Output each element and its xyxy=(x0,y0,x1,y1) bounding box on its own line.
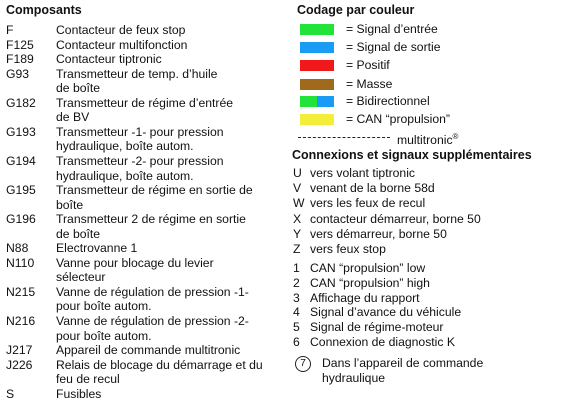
note-line-1: Dans l’appareil de commande xyxy=(322,356,484,370)
connection-letter-code: W xyxy=(293,196,305,211)
connection-number-code: 5 xyxy=(293,320,300,335)
bidirectional-swatch-blue xyxy=(317,96,334,107)
component-description: Transmetteur de régime en sortie de xyxy=(56,183,253,198)
component-description: Transmetteur de régime d’entrée xyxy=(56,95,234,110)
component-description: pour boîte autom. xyxy=(56,299,152,314)
component-code: F xyxy=(6,23,14,37)
connection-number-code: 4 xyxy=(293,305,300,320)
component-description: de boîte xyxy=(56,81,101,96)
component-code: G193 xyxy=(6,124,36,139)
component-code: G194 xyxy=(6,153,36,168)
component-code: S xyxy=(6,386,15,401)
component-description: Electrovanne 1 xyxy=(56,241,138,256)
component-description: Appareil de commande multitronic xyxy=(56,343,241,358)
component-description: de boîte xyxy=(56,226,101,241)
component-code: G196 xyxy=(6,212,36,227)
color-coding-label: = Positif xyxy=(346,58,390,72)
component-code: N88 xyxy=(6,241,29,256)
component-description: Transmetteur 2 de régime en sortie xyxy=(56,212,246,227)
component-description: Fusibles xyxy=(56,386,102,401)
connection-letter-text: vers feux stop xyxy=(310,242,386,256)
component-description: Transmetteur de temp. d’huile xyxy=(56,66,218,81)
connection-number-code: 3 xyxy=(293,290,300,305)
color-swatch xyxy=(300,79,334,90)
component-code: F125 xyxy=(6,37,34,52)
connection-letter-code: U xyxy=(293,166,302,180)
component-code: J217 xyxy=(6,343,33,358)
component-code: J226 xyxy=(6,357,33,372)
component-description: pour boîte autom. xyxy=(56,328,152,343)
bidirectional-swatch-green xyxy=(300,96,317,107)
connection-letter-text: vers les feux de recul xyxy=(310,196,426,211)
component-description: de BV xyxy=(56,110,90,125)
connection-number-text: Connexion de diagnostic K xyxy=(310,335,455,349)
connection-letter-code: V xyxy=(293,181,302,196)
component-description: Contacteur multifonction xyxy=(56,37,188,52)
connections-heading: Connexions et signaux supplémentaires xyxy=(292,148,532,162)
color-coding-label: = CAN “propulsion” xyxy=(346,112,450,126)
component-description: Contacteur de feux stop xyxy=(56,23,186,37)
component-code: F189 xyxy=(6,52,34,67)
color-coding-label: = Bidirectionnel xyxy=(346,94,430,108)
connection-letter-code: X xyxy=(293,211,302,226)
component-code: N215 xyxy=(6,284,36,299)
component-code: G93 xyxy=(6,66,30,81)
component-description: hydraulique, boîte autom. xyxy=(56,168,194,183)
component-description: Vanne pour blocage du levier xyxy=(56,255,214,270)
connection-letter-code: Z xyxy=(293,242,301,256)
component-description: Transmetteur -2- pour pression xyxy=(56,153,224,168)
connection-number-code: 2 xyxy=(293,275,300,290)
color-swatch xyxy=(300,60,334,71)
component-description: feu de recul xyxy=(56,372,120,387)
component-description: boîte xyxy=(56,197,84,212)
connection-number-text: CAN “propulsion” low xyxy=(310,261,426,275)
color-swatch xyxy=(300,24,334,35)
connection-letter-text: vers volant tiptronic xyxy=(310,166,415,180)
component-code: N216 xyxy=(6,314,36,328)
connection-number-text: Affichage du rapport xyxy=(310,290,420,305)
component-code: N110 xyxy=(6,255,35,270)
connection-number-text: CAN “propulsion” high xyxy=(310,275,430,290)
connection-letter-code: Y xyxy=(293,226,302,241)
component-description: Relais de blocage du démarrage et du xyxy=(56,357,263,372)
color-coding-label: = Masse xyxy=(346,77,393,91)
connection-number-code: 6 xyxy=(293,335,300,349)
component-description: Contacteur tiptronic xyxy=(56,52,162,67)
component-description: hydraulique, boîte autom. xyxy=(56,139,194,154)
connection-number-code: 1 xyxy=(293,261,300,275)
component-description: Vanne de régulation de pression -2- xyxy=(56,314,249,328)
color-coding-label: = Signal d’entrée xyxy=(346,22,438,36)
note-line-2: hydraulique xyxy=(322,371,386,385)
connection-letter-text: venant de la borne 58d xyxy=(310,181,435,196)
connection-letter-text: contacteur démarreur, borne 50 xyxy=(310,211,481,226)
color-swatch xyxy=(300,42,334,53)
component-code: G195 xyxy=(6,183,36,198)
component-description: Vanne de régulation de pression -1- xyxy=(56,284,249,299)
color-coding-heading: Codage par couleur xyxy=(297,3,415,17)
color-coding-label: = Signal de sortie xyxy=(346,40,441,54)
multitronic-label: multitronic® xyxy=(397,132,459,148)
connection-number-text: Signal d’avance du véhicule xyxy=(310,305,462,320)
connection-letter-text: vers démarreur, borne 50 xyxy=(310,226,447,241)
component-description: sélecteur xyxy=(56,270,106,285)
color-swatch xyxy=(300,114,334,125)
components-heading: Composants xyxy=(6,3,82,17)
multitronic-dashed-line xyxy=(298,137,390,138)
note-number-circle: 7 xyxy=(295,356,311,372)
connection-number-text: Signal de régime-moteur xyxy=(310,320,444,335)
component-description: Transmetteur -1- pour pression xyxy=(56,124,224,139)
component-code: G182 xyxy=(6,95,36,110)
